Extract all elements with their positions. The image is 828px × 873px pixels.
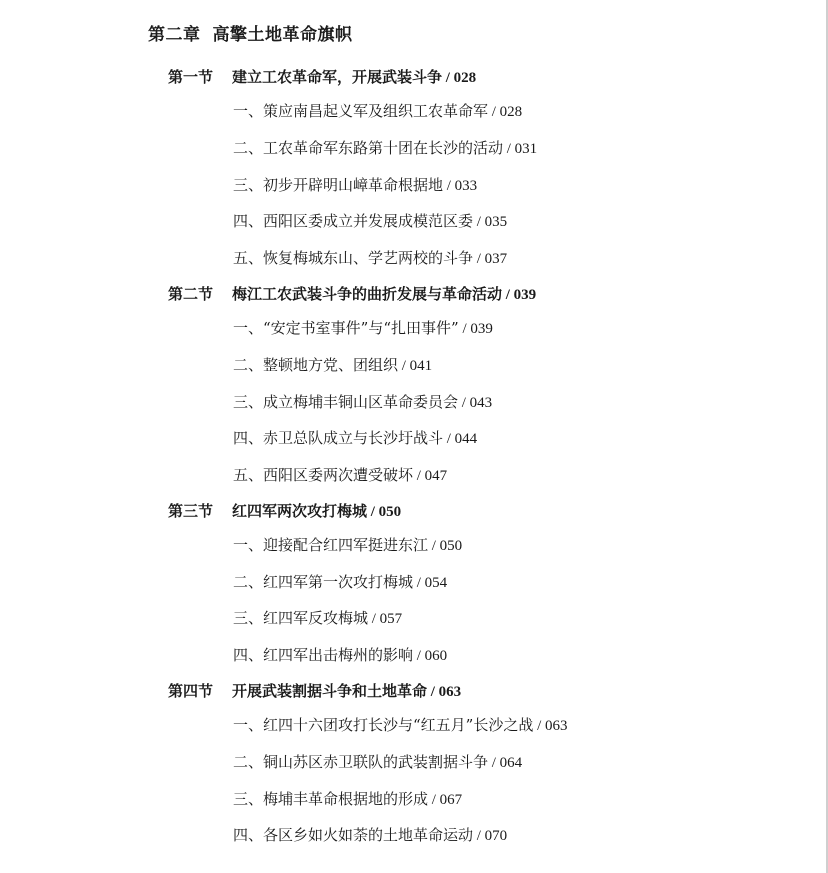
- toc-entry[interactable]: [233, 789, 462, 810]
- toc-entry[interactable]: [233, 752, 522, 773]
- toc-entry-page-number: / 041: [398, 358, 433, 374]
- toc-entry-page-number: / 054: [413, 575, 448, 591]
- toc-entry[interactable]: [233, 211, 507, 232]
- toc-entry-title: 二、整顿地方党、团组织: [233, 356, 399, 374]
- toc-entry-page-number: / 035: [473, 214, 508, 230]
- toc-entry-page-number: / 070: [473, 828, 508, 844]
- toc-entry-title: 三、梅埔丰革命根据地的形成: [233, 790, 429, 808]
- section-label: 第二节: [168, 285, 214, 303]
- section-label: 第一节: [168, 68, 214, 86]
- section-title: 开展武装割据斗争和土地革命: [232, 682, 428, 700]
- toc-entry-page-number: / 050: [428, 538, 463, 554]
- section-heading[interactable]: [168, 284, 536, 305]
- section-heading[interactable]: [168, 501, 401, 522]
- toc-entry-page-number: / 067: [428, 792, 463, 808]
- toc-entry-page-number: / 033: [443, 178, 478, 194]
- section-title: 梅江工农武装斗争的曲折发展与革命活动: [232, 285, 503, 303]
- toc-entry-page-number: / 064: [488, 755, 523, 771]
- toc-entry-page-number: / 044: [443, 431, 478, 447]
- toc-entry[interactable]: [233, 428, 477, 449]
- toc-entry-page-number: / 063: [533, 718, 568, 734]
- toc-entry-title: 五、西阳区委两次遭受破坏: [233, 466, 414, 484]
- toc-entry-title: 三、初步开辟明山嶂革命根据地: [233, 176, 444, 194]
- toc-entry-page-number: / 043: [458, 395, 493, 411]
- section-heading[interactable]: [168, 67, 476, 88]
- toc-entry-title: 一、策应南昌起义军及组织工农革命军: [233, 102, 489, 120]
- section-title: 建立工农革命军，开展武装斗争: [232, 68, 443, 86]
- toc-entry-title: 四、西阳区委成立并发展成模范区委: [233, 212, 474, 230]
- toc-entry[interactable]: [233, 138, 537, 159]
- toc-entry-title: 四、红四军出击梅州的影响: [233, 646, 414, 664]
- section-page-number: / 063: [427, 684, 462, 700]
- toc-entry-title: 二、工农革命军东路第十团在长沙的活动: [233, 139, 504, 157]
- toc-entry[interactable]: [233, 175, 477, 196]
- toc-entry-page-number: / 047: [413, 468, 448, 484]
- toc-entry-title: 四、赤卫总队成立与长沙圩战斗: [233, 429, 444, 447]
- toc-entry-page-number: / 039: [458, 321, 493, 337]
- toc-entry-page-number: / 028: [488, 104, 523, 120]
- chapter-title-text: 高擎土地革命旗帜: [212, 25, 353, 45]
- section-heading[interactable]: [168, 681, 461, 702]
- section-page-number: / 028: [442, 70, 477, 86]
- section-label: 第三节: [168, 502, 214, 520]
- toc-entry-title: 一、“安定书室事件”与“扎田事件”: [233, 319, 459, 337]
- toc-entry-title: 四、各区乡如火如荼的土地革命运动: [233, 826, 474, 844]
- toc-entry[interactable]: [233, 645, 447, 666]
- toc-entry[interactable]: [233, 535, 462, 556]
- toc-entry[interactable]: [233, 392, 492, 413]
- section-title: 红四军两次攻打梅城: [232, 502, 368, 520]
- toc-entry[interactable]: [233, 101, 522, 122]
- toc-entry-page-number: / 037: [473, 251, 508, 267]
- toc-entry[interactable]: [233, 715, 568, 736]
- section-page-number: / 050: [367, 504, 402, 520]
- toc-entry-title: 一、红四十六团攻打长沙与“红五月”长沙之战: [233, 716, 534, 734]
- toc-entry-title: 一、迎接配合红四军挺进东江: [233, 536, 429, 554]
- toc-entry[interactable]: [233, 608, 402, 629]
- toc-entry[interactable]: [233, 825, 507, 846]
- toc-entry[interactable]: [233, 318, 493, 339]
- toc-entry-title: 二、铜山苏区赤卫联队的武装割据斗争: [233, 753, 489, 771]
- toc-entry-page-number: / 031: [503, 141, 538, 157]
- toc-entry[interactable]: [233, 465, 447, 486]
- toc-entry-title: 二、红四军第一次攻打梅城: [233, 573, 414, 591]
- toc-entry-page-number: / 060: [413, 648, 448, 664]
- toc-entry[interactable]: [233, 248, 507, 269]
- toc-entry-page-number: / 057: [368, 611, 403, 627]
- toc-entry-title: 五、恢复梅城东山、学艺两校的斗争: [233, 249, 474, 267]
- section-page-number: / 039: [502, 287, 537, 303]
- toc-entry-title: 三、红四军反攻梅城: [233, 609, 369, 627]
- toc-entry[interactable]: [233, 355, 432, 376]
- section-label: 第四节: [168, 682, 214, 700]
- chapter-number: 第二章: [148, 25, 201, 45]
- toc-entry[interactable]: [233, 572, 447, 593]
- toc-entry-title: 三、成立梅埔丰铜山区革命委员会: [233, 393, 459, 411]
